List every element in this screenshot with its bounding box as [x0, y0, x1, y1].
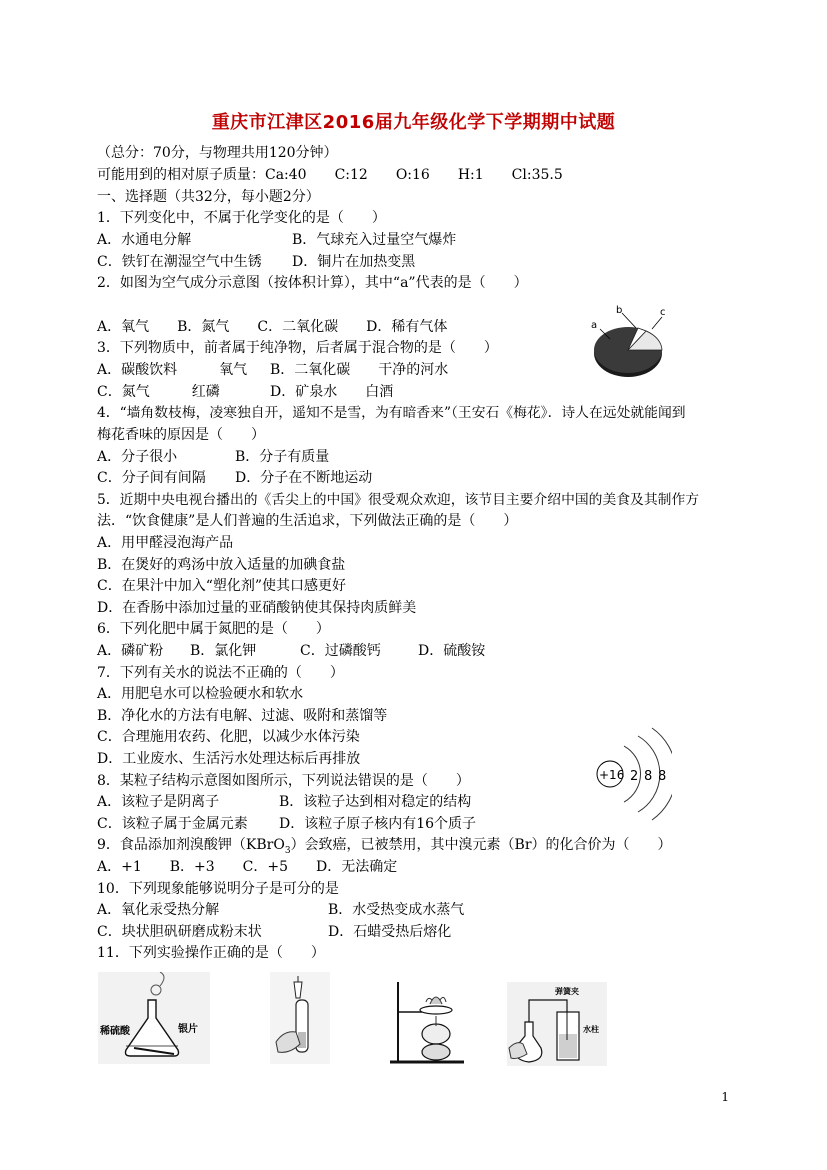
q2-stem: 2．如图为空气成分示意图（按体积计算），其中“a”代表的是（ ）	[97, 275, 528, 291]
q8-option-a: A．该粒子是阴离子	[97, 794, 220, 810]
q5-stem-line2: 法．“饮食健康”是人们普遍的生活追求，下列做法正确的是（ ）	[97, 513, 518, 529]
q9-stem-post: ）会致癌，已被禁用，其中溴元素（Br）的化合价为（ ）	[290, 837, 672, 853]
q3-option-b: B．二氧化碳 干净的河水	[270, 362, 449, 378]
q1-option-d: D．铜片在加热变黑	[292, 254, 416, 270]
q10-option-d: D．石蜡受热后熔化	[328, 924, 452, 940]
q3-stem: 3．下列物质中，前者属于纯净物，后者属于混合物的是（ ）	[97, 340, 498, 356]
page-number: 1	[721, 1090, 729, 1104]
q9-options: A．+1 B．+3 C．+5 D．无法确定	[97, 859, 398, 875]
q7-option-b: B．净化水的方法有电解、过滤、吸附和蒸馏等	[97, 708, 388, 724]
nucleus-charge: +16	[599, 768, 625, 782]
experiment-figure-d	[507, 982, 607, 1066]
q5-stem-line1: 5．近期中央电视台播出的《舌尖上的中国》很受观众欢迎，该节目主要介绍中国的美食及其制作方	[97, 492, 700, 508]
air-composition-figure	[588, 303, 670, 383]
q3-option-d: D．矿泉水 白酒	[270, 384, 394, 400]
q6-option-a: A．磷矿粉	[97, 643, 164, 659]
q7-stem: 7．下列有关水的说法不正确的（ ）	[97, 665, 344, 681]
q6-stem: 6．下列化肥中属于氮肥的是（ ）	[97, 621, 330, 637]
q3-option-c: C．氮气 红磷	[97, 384, 220, 400]
section-heading: 一、选择题（共32分，每小题2分）	[97, 189, 320, 205]
q5-option-b: B．在煲好的鸡汤中放入适量的加碘食盐	[97, 557, 346, 573]
label-b: b	[616, 305, 623, 316]
q7-option-d: D．工业废水、生活污水处理达标后再排放	[97, 751, 361, 767]
q8-stem: 8．某粒子结构示意图如图所示，下列说法错误的是（ ）	[97, 773, 470, 789]
q10-option-c: C．块状胆矾研磨成粉末状	[97, 924, 262, 940]
q4-stem-line1: 4．“墙角数枝梅，凌寒独自开，遥知不是雪，为有暗香来”（王安石《梅花》．诗人在远处就能闻到	[97, 405, 686, 421]
q4-stem-line2: 梅花香味的原因是（ ）	[97, 427, 265, 443]
q5-option-d: D．在香肠中添加过量的亚硝酸钠使其保持肉质鲜美	[97, 600, 417, 616]
q7-option-a: A．用肥皂水可以检验硬水和软水	[97, 686, 304, 702]
q6-option-c: C．过磷酸钙	[300, 643, 381, 659]
label-a: a	[591, 320, 598, 331]
q1-stem: 1．下列变化中，不属于化学变化的是（ ）	[97, 210, 386, 226]
q4-option-c: C．分子间有间隔	[97, 470, 206, 486]
q2-options: A．氧气 B．氮气 C．二氧化碳 D．稀有气体	[97, 319, 448, 335]
label-water-column: 水柱	[583, 1025, 599, 1034]
label-c: c	[660, 307, 666, 318]
q9-stem-pre: 9．食品添加剂溴酸钾（KBrO	[97, 837, 285, 853]
q10-option-a: A．氧化汞受热分解	[97, 902, 220, 918]
experiment-figure-a	[98, 972, 210, 1064]
q8-option-b: B．该粒子达到相对稳定的结构	[279, 794, 472, 810]
label-dilute-acid: 稀硫酸	[100, 1026, 130, 1037]
atomic-masses: 可能用到的相对原子质量：Ca:40 C:12 O:16 H:1 Cl:35.5	[97, 167, 563, 183]
q7-option-c: C．合理施用农药、化肥，以减少水体污染	[97, 729, 360, 745]
shell-1-electrons: 2	[630, 769, 639, 784]
exam-total-note: （总分：70分，与物理共用120分钟）	[97, 145, 338, 161]
experiment-figure-c	[390, 976, 470, 1066]
label-clamp: 弹簧夹	[555, 987, 579, 996]
q10-option-b: B．水受热变成水蒸气	[328, 902, 465, 918]
label-silver: 银片	[178, 1024, 198, 1035]
q4-option-d: D．分子在不断地运动	[235, 470, 373, 486]
shell-3-electrons: 8	[658, 769, 667, 784]
q6-option-d: D．硫酸铵	[418, 643, 486, 659]
particle-structure-figure	[594, 722, 672, 822]
q3-option-a: A．碳酸饮料 氧气	[97, 362, 248, 378]
q5-option-c: C．在果汁中加入“塑化剂”使其口感更好	[97, 578, 347, 594]
experiment-figure-b	[270, 972, 330, 1064]
q1-option-a: A．水通电分解	[97, 232, 192, 248]
q9-stem-sub: 3	[284, 845, 291, 856]
q6-option-b: B．氯化钾	[190, 643, 257, 659]
page-title: 重庆市江津区2016届九年级化学下学期期中试题	[211, 112, 616, 133]
q8-option-c: C．该粒子属于金属元素	[97, 816, 248, 832]
q4-option-b: B．分子有质量	[235, 449, 330, 465]
q11-stem: 11．下列实验操作正确的是（ ）	[97, 945, 325, 961]
shell-2-electrons: 8	[644, 769, 653, 784]
q1-option-b: B．气球充入过量空气爆炸	[292, 232, 457, 248]
q4-option-a: A．分子很小	[97, 449, 178, 465]
q5-option-a: A．用甲醛浸泡海产品	[97, 535, 234, 551]
q9-stem	[97, 836, 672, 860]
q1-option-c: C．铁钉在潮湿空气中生锈	[97, 254, 262, 270]
q10-stem: 10．下列现象能够说明分子是可分的是	[97, 881, 339, 897]
q8-option-d: D．该粒子原子核内有16个质子	[279, 816, 477, 832]
